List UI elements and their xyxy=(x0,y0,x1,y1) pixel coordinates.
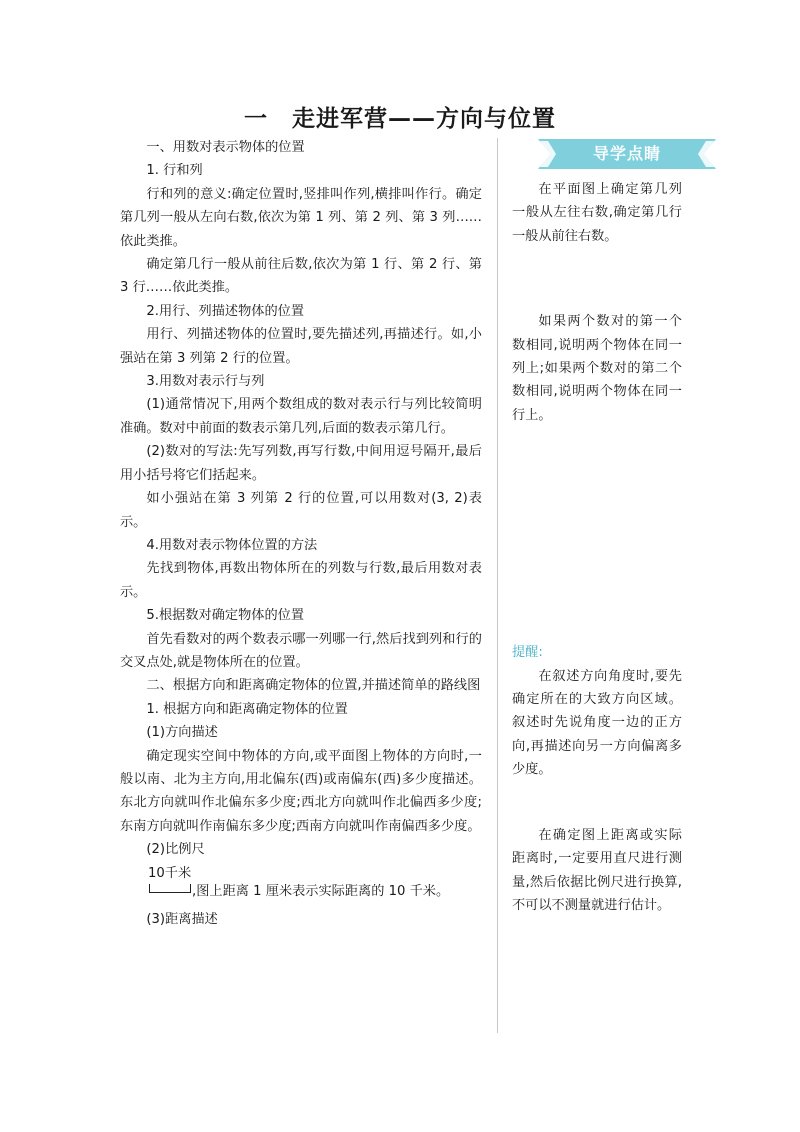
section-heading: 二、根据方向和距离确定物体的位置,并描述简单的路线图 xyxy=(146,678,481,694)
subsection-heading: 2.用行、列描述物体的位置 xyxy=(146,303,305,319)
paragraph: 如小强站在第 3 列第 2 行的位置,可以用数对(3, 2)表示。 xyxy=(120,491,482,530)
side-notes xyxy=(512,136,682,917)
subsection-heading: (2)比例尺 xyxy=(146,842,205,858)
subsection-heading: 4.用数对表示物体位置的方法 xyxy=(146,537,318,553)
scale-bar-figure xyxy=(120,862,482,908)
scale-bar-icon xyxy=(149,884,191,893)
side-note: 在叙述方向角度时,要先确定所在的大致方向区域。叙述时先说角度一边的正方向,再描述向另一方向偏离多少度。 xyxy=(512,668,682,778)
subsection-heading: (1)方向描述 xyxy=(146,725,218,741)
section-heading: 一、用数对表示物体的位置 xyxy=(146,140,305,155)
subsection-heading: 5.根据数对确定物体的位置 xyxy=(146,608,305,624)
paragraph: 先找到物体,再数出物体所在的列数与行数,最后用数对表示。 xyxy=(120,561,482,600)
paragraph: 确定现实空间中物体的方向,或平面图上物体的方向时,一般以南、北为主方向,用北偏东(西)或南偏东(西)多少度描述。东北方向就叫作北偏东多少度;西北方向就叫作北偏西多少度;东南方向就叫作南偏东多少度;西南方向就叫作南偏西多少度。 xyxy=(120,748,482,834)
side-note: 如果两个数对的第一个数相同,说明两个物体在同一列上;如果两个数对的第二个数相同,说明两个物体在同一行上。 xyxy=(512,314,682,423)
remind-label: 提醒: xyxy=(512,645,543,661)
banner-title: 导学点睛 xyxy=(592,144,661,163)
scale-label: 10千米 xyxy=(148,865,192,881)
subsection-heading: 1. 行和列 xyxy=(146,163,203,179)
paragraph: 用行、列描述物体的位置时,要先描述列,再描述行。如,小强站在第 3 列第 2 行的位置。 xyxy=(120,327,482,366)
paragraph: 首先看数对的两个数表示哪一列哪一行,然后找到列和行的交叉点处,就是物体所在的位置。 xyxy=(120,631,482,670)
paragraph: 行和列的意义:确定位置时,竖排叫作列,横排叫作行。确定第几列一般从左向右数,依次为第 1 列、第 2 列、第 3 列……依此类推。 xyxy=(120,186,482,249)
main-column xyxy=(120,136,482,931)
paragraph: (2)数对的写法:先写列数,再写行数,中间用逗号隔开,最后用小括号将它们括起来。 xyxy=(120,444,482,483)
side-note: 在确定图上距离或实际距离时,一定要用直尺进行测量,然后依据比例尺进行换算,不可以不测量就进行估计。 xyxy=(512,827,682,913)
scale-description: ,图上距离 1 厘米表示实际距离的 10 千米。 xyxy=(192,883,450,899)
column-divider xyxy=(497,138,498,1033)
subsection-heading: 1. 根据方向和距离确定物体的位置 xyxy=(146,701,348,717)
subsection-heading: 3.用数对表示行与列 xyxy=(146,374,265,390)
subsection-heading: (3)距离描述 xyxy=(146,911,218,927)
paragraph: (1)通常情况下,用两个数组成的数对表示行与列比较简明准确。数对中前面的数表示第几列,后面的数表示第几行。 xyxy=(120,397,482,436)
paragraph: 确定第几行一般从前往后数,依次为第 1 行、第 2 行、第 3 行……依此类推。 xyxy=(120,257,482,296)
side-note: 在平面图上确定第几列一般从左往右数,确定第几行一般从前往右数。 xyxy=(512,182,682,244)
page-title: 一 走进军营——方向与位置 xyxy=(244,106,556,132)
